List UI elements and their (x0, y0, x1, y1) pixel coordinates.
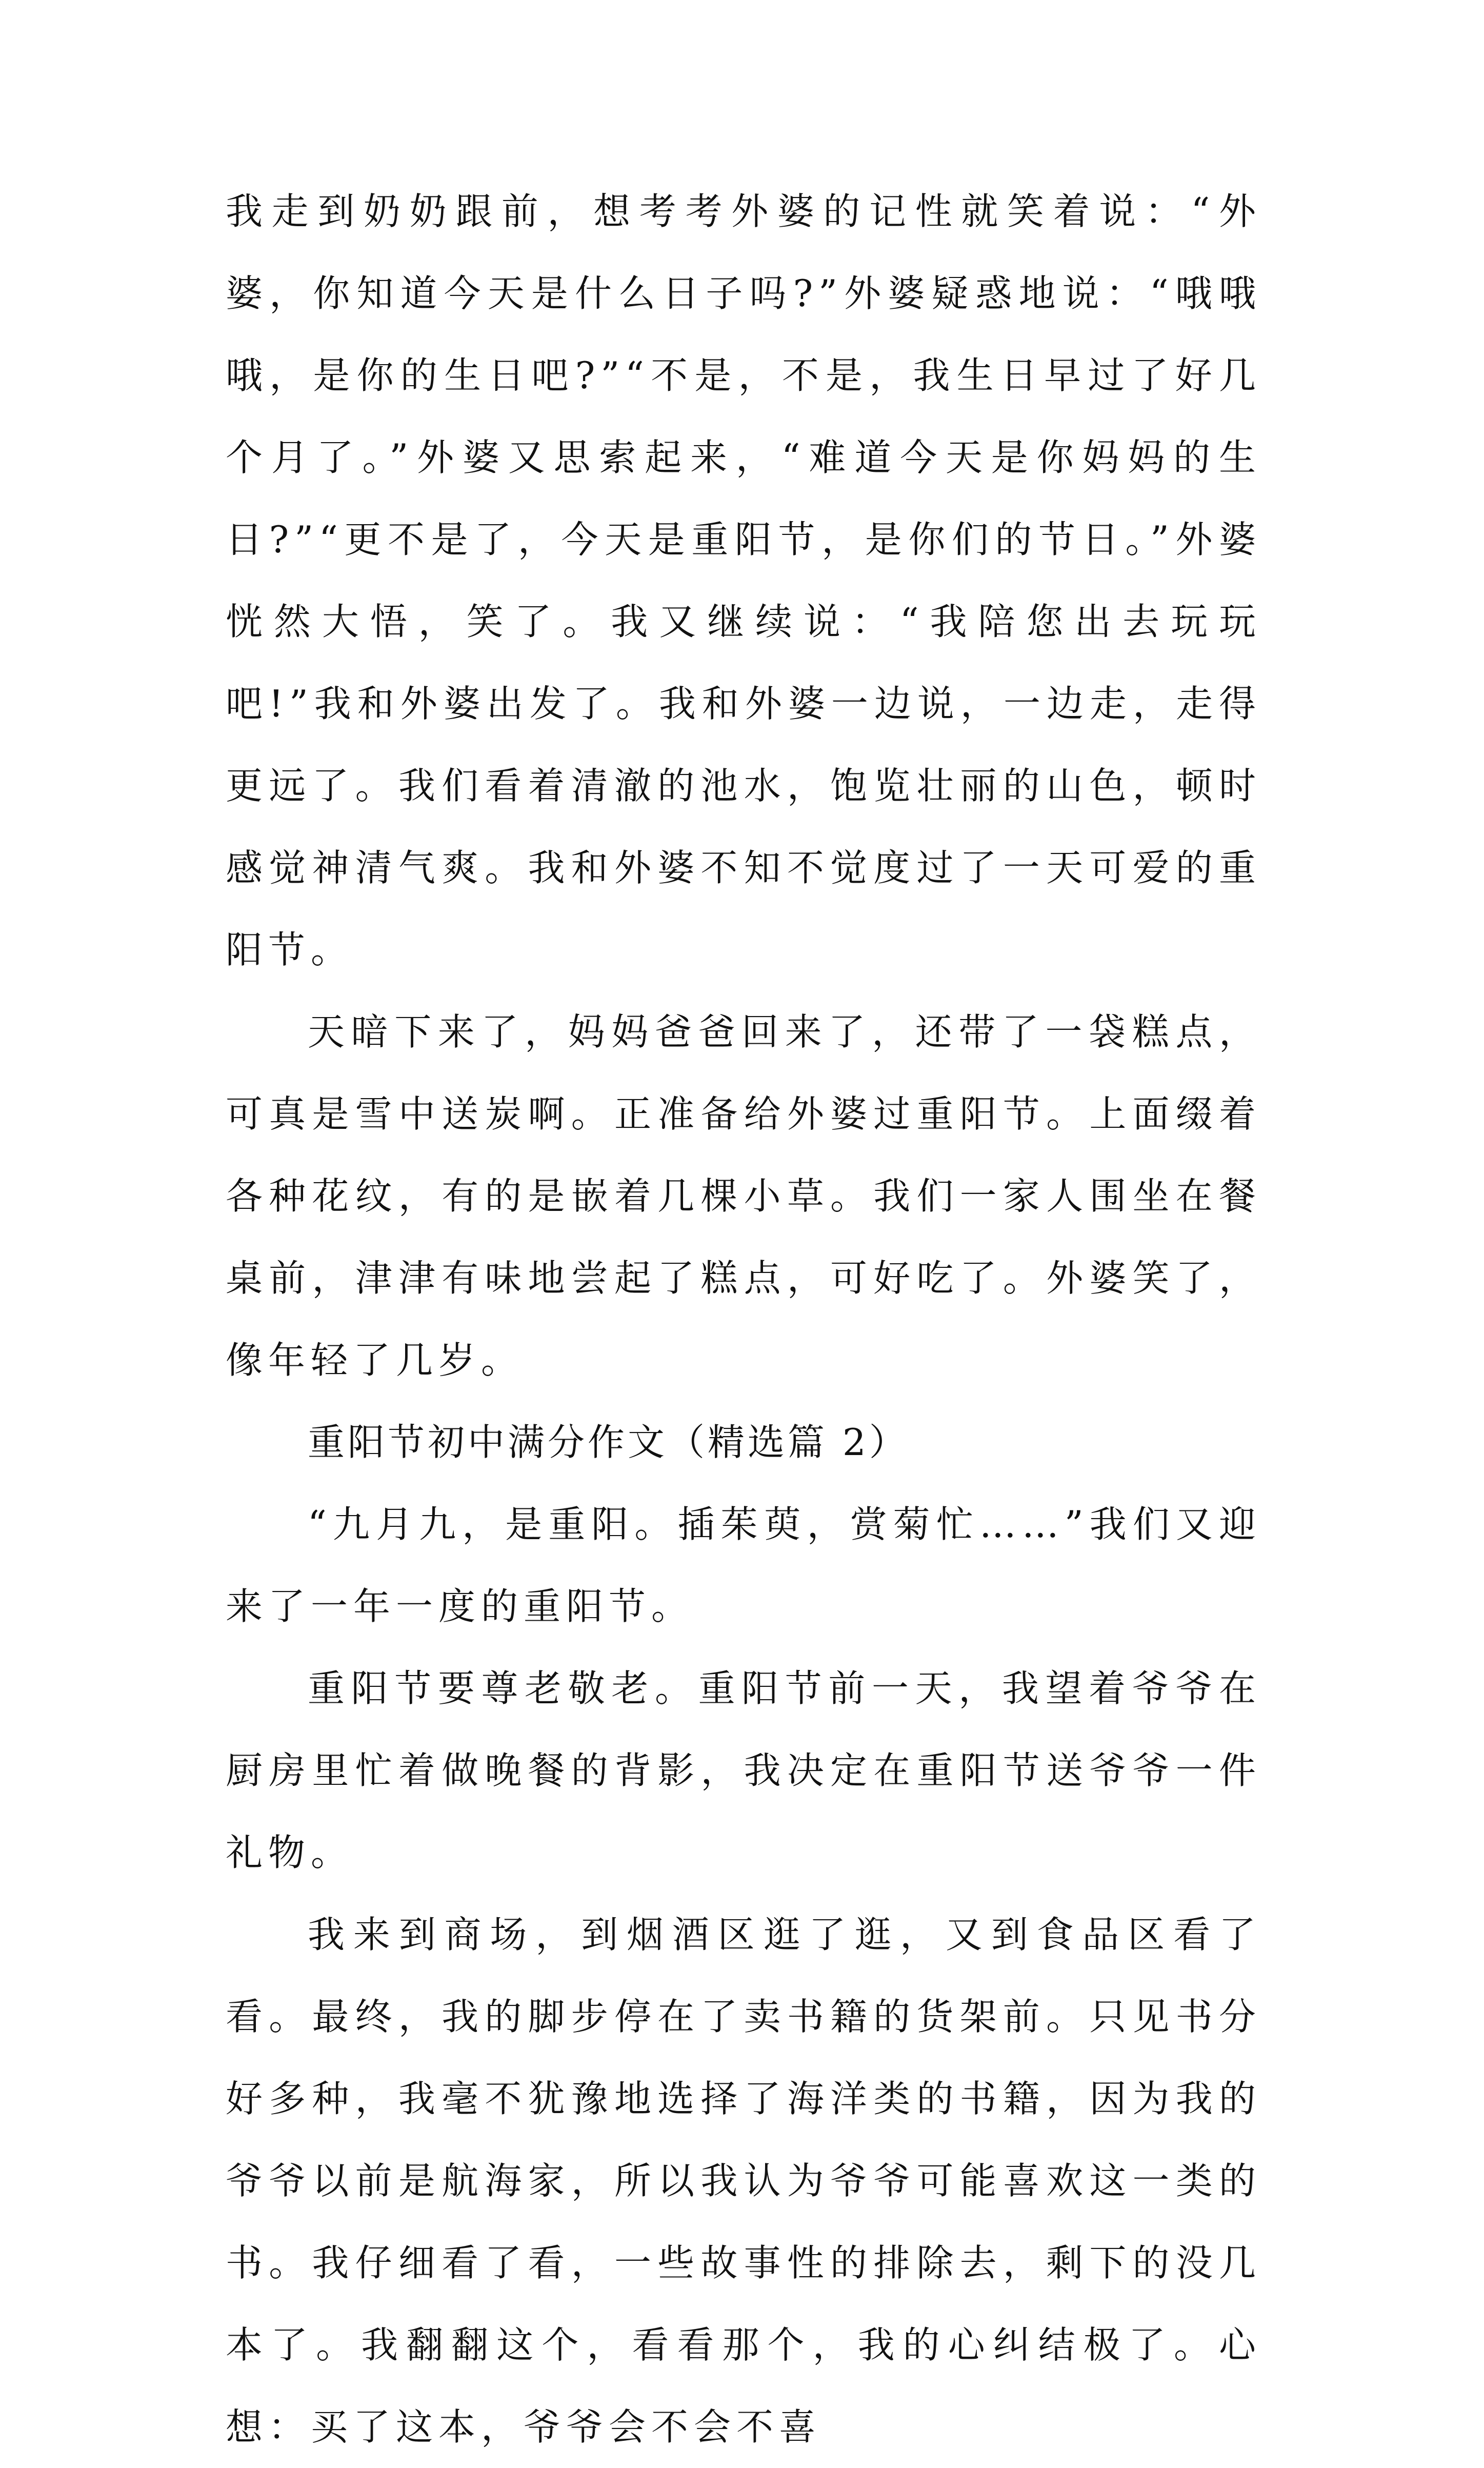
document-body (226, 170, 1261, 2468)
section-heading: 重阳节初中满分作文（精选篇 2） (308, 1421, 909, 1464)
paragraph-5: 我来到商场，到烟酒区逛了逛，又到食品区看了看。最终，我的脚步停在了卖书籍的货架前。只见书分好多种，我毫不犹豫地选择了海洋类的书籍，因为我的爷爷以前是航海家，所以我认为爷爷可能喜欢这一类的书。我仔细看了看，一些故事性的排除去，剩下的没几本了。我翻翻这个，看看那个，我的心纠结极了。心想：买了这本，爷爷会不会不喜 (226, 1913, 1261, 2449)
paragraph-1: 我走到奶奶跟前，想考考外婆的记性就笑着说：“外婆，你知道今天是什么日子吗?”外婆疑惑地说：“哦哦哦，是你的生日吧?”“不是，不是，我生日早过了好几个月了。”外婆又思索起来，“难道今天是你妈妈的生日?”“更不是了，今天是重阳节，是你们的节日。”外婆恍然大悟，笑了。我又继续说：“我陪您出去玩玩吧!”我和外婆出发了。我和外婆一边说，一边走，走得更远了。我们看着清澈的池水，饱览壮丽的山色，顿时感觉神清气爽。我和外婆不知不觉度过了一天可爱的重阳节。 (226, 190, 1261, 971)
paragraph-4: 重阳节要尊老敬老。重阳节前一天，我望着爷爷在厨房里忙着做晚餐的背影，我决定在重阳节送爷爷一件礼物。 (226, 1667, 1261, 1874)
paragraph-2: 天暗下来了，妈妈爸爸回来了，还带了一袋糕点，可真是雪中送炭啊。正准备给外婆过重阳节。上面缀着各种花纹，有的是嵌着几棵小草。我们一家人围坐在餐桌前，津津有味地尝起了糕点，可好吃了。外婆笑了，像年轻了几岁。 (226, 1010, 1261, 1382)
paragraph-3: “九月九，是重阳。插茱萸，赏菊忙……”我们又迎来了一年一度的重阳节。 (226, 1503, 1261, 1628)
